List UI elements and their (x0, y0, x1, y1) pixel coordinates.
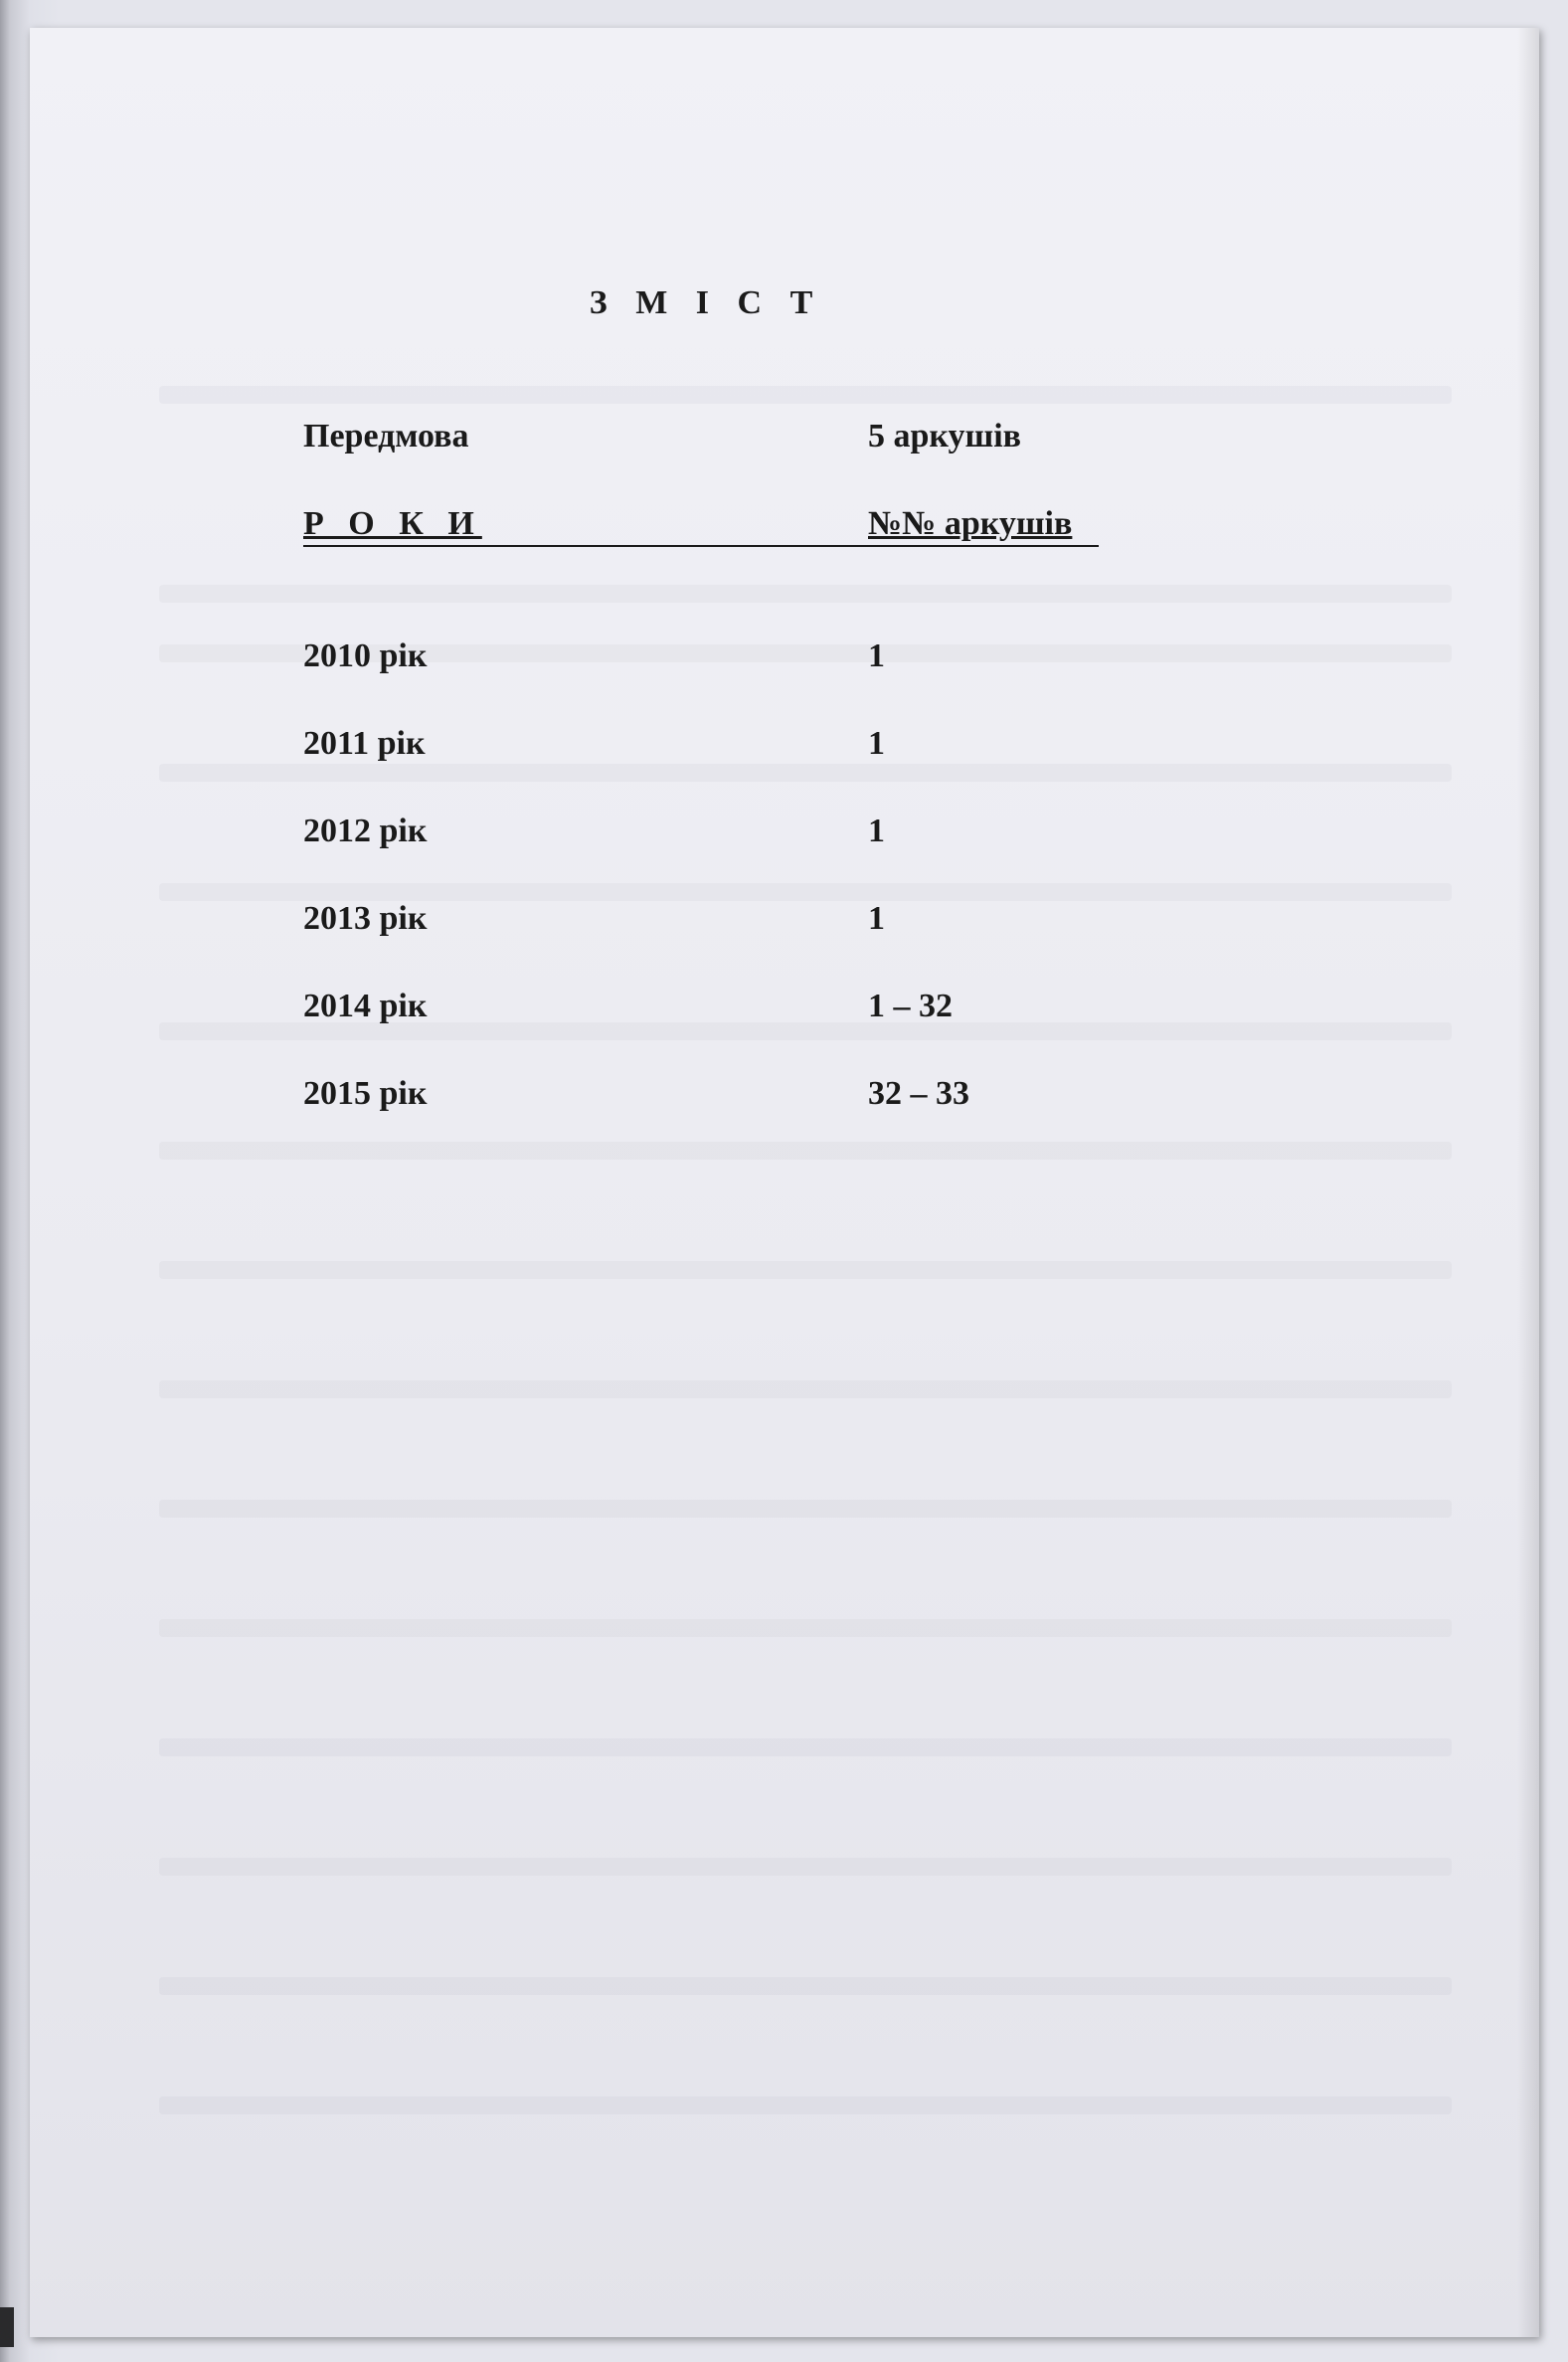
sheet-range: 1 – 32 (868, 988, 953, 1024)
bleed-through-line (159, 1738, 1452, 1756)
toc-row (303, 988, 1099, 1031)
sheet-range: 32 – 33 (868, 1075, 969, 1112)
toc-row (303, 725, 1099, 769)
bleed-through-line (159, 585, 1452, 603)
header-underline (303, 545, 1099, 547)
years-column-header: Р О К И (303, 505, 482, 542)
bleed-through-line (159, 386, 1452, 404)
sheets-column-header: №№ аркушів (868, 505, 1073, 542)
year-label: 2013 рік (303, 900, 428, 937)
year-label: 2012 рік (303, 813, 428, 849)
sheet-range: 1 (868, 637, 885, 674)
bleed-through-line (159, 1619, 1452, 1637)
document-page (30, 28, 1539, 2337)
toc-row (303, 813, 1099, 856)
year-label: 2010 рік (303, 637, 428, 674)
bleed-through-line (159, 1261, 1452, 1279)
binder-clip-mark (0, 2307, 14, 2347)
toc-row (303, 1075, 1099, 1119)
preface-value: 5 аркушів (868, 418, 1022, 454)
page-title: З М І С Т (589, 284, 823, 321)
sheet-range: 1 (868, 813, 885, 849)
bleed-through-line (159, 1500, 1452, 1518)
year-label: 2014 рік (303, 988, 428, 1024)
sheet-range: 1 (868, 900, 885, 937)
toc-row (303, 637, 1099, 681)
year-label: 2015 рік (303, 1075, 428, 1112)
preface-row (303, 418, 1099, 461)
preface-label: Передмова (303, 418, 469, 454)
bleed-through-line (159, 1142, 1452, 1160)
bleed-through-line (159, 1380, 1452, 1398)
bleed-through-line (159, 2096, 1452, 2114)
table-header-row (303, 505, 1099, 549)
bleed-through-line (159, 883, 1452, 901)
bleed-through-line (159, 1858, 1452, 1876)
sheet-range: 1 (868, 725, 885, 762)
year-label: 2011 рік (303, 725, 426, 762)
toc-row (303, 900, 1099, 944)
bleed-through-line (159, 1977, 1452, 1995)
